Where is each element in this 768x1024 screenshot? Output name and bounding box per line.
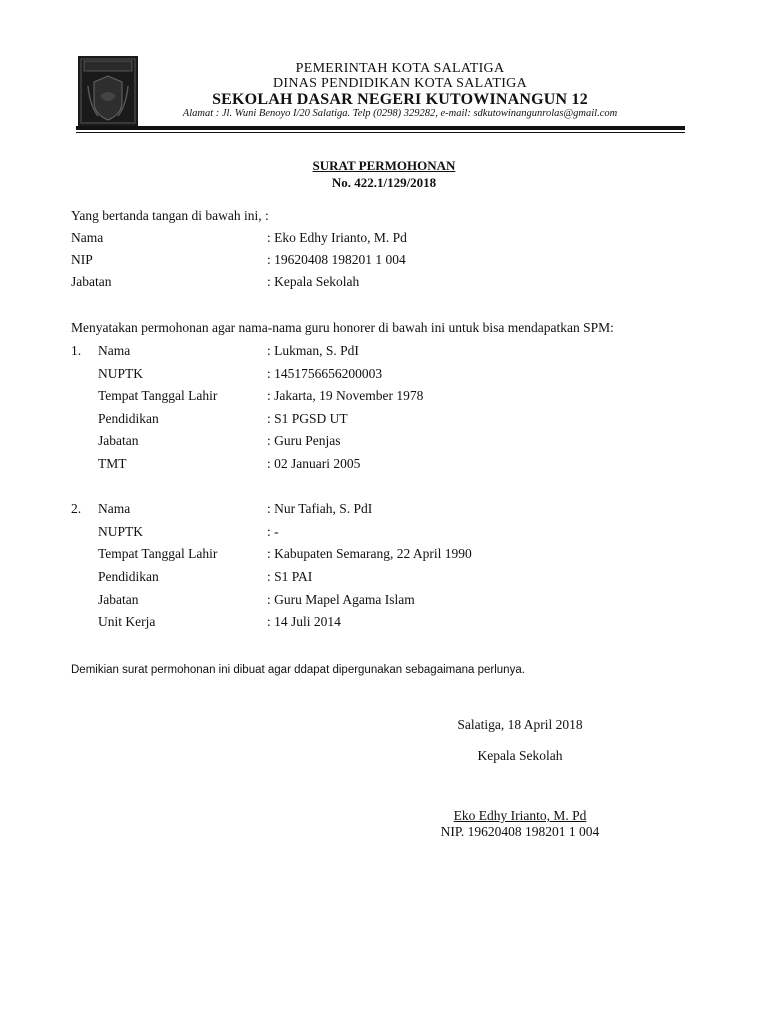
signer-nip-value: : 19620408 198201 1 004 [267, 252, 406, 267]
teacher-1-label: Jabatan [98, 433, 139, 448]
teacher-2-label: Jabatan [98, 592, 139, 607]
teacher-2-value: : Kabupaten Semarang, 22 April 1990 [267, 546, 472, 561]
letterhead-divider-thick [76, 126, 685, 130]
teacher-2-number: 2. [71, 501, 82, 516]
signature-position: Kepala Sekolah [477, 748, 563, 763]
teacher-2-label: Pendidikan [98, 569, 159, 584]
statement-text: Menyatakan permohonan agar nama-nama guru honorer di bawah ini untuk bisa mendapatkan SPM: [71, 320, 614, 335]
teacher-1-value: : 1451756656200003 [267, 366, 383, 381]
teacher-1-label: NUPTK [98, 366, 144, 381]
teacher-1-label: Nama [98, 343, 131, 358]
signer-position-value: : Kepala Sekolah [267, 274, 360, 289]
teacher-1-value: : Jakarta, 19 November 1978 [267, 388, 424, 403]
teacher-1-label: Pendidikan [98, 411, 159, 426]
letterhead-address: Alamat : Jl. Wuni Benoyo I/20 Salatiga. Telp (0298) 329282, e-mail: sdkutowinangunrolas@gmail.com [182, 108, 618, 119]
signature-place-date: Salatiga, 18 April 2018 [457, 717, 583, 732]
teacher-1-value: : S1 PGSD UT [267, 411, 348, 426]
teacher-2-value: : Nur Tafiah, S. PdI [267, 501, 373, 516]
closing-text: Demikian surat permohonan ini dibuat agar ddapat dipergunakan sebagaimana perlunya. [71, 664, 525, 676]
teacher-2-label: Tempat Tanggal Lahir [98, 546, 218, 561]
teacher-1-number: 1. [71, 343, 82, 358]
teacher-2-value: : S1 PAI [267, 569, 313, 584]
letterhead-government: PEMERINTAH KOTA SALATIGA [295, 61, 505, 76]
letterhead-divider-thin [76, 132, 685, 133]
signature-nip: NIP. 19620408 198201 1 004 [440, 824, 600, 839]
signature-name: Eko Edhy Irianto, M. Pd [453, 808, 587, 823]
teacher-1-value: : Guru Penjas [267, 433, 341, 448]
teacher-1-value: : 02 Januari 2005 [267, 456, 361, 471]
teacher-1-label: Tempat Tanggal Lahir [98, 388, 218, 403]
city-seal-logo [78, 56, 138, 126]
teacher-1-label: TMT [98, 456, 127, 471]
signer-name-label: Nama [71, 230, 104, 245]
signer-nip-label: NIP [71, 252, 93, 267]
letterhead-school-name: SEKOLAH DASAR NEGERI KUTOWINANGUN 12 [212, 91, 588, 108]
letterhead-department: DINAS PENDIDIKAN KOTA SALATIGA [272, 76, 528, 91]
teacher-2-value: : 14 Juli 2014 [267, 614, 341, 629]
teacher-2-label: Unit Kerja [98, 614, 156, 629]
signer-name-value: : Eko Edhy Irianto, M. Pd [267, 230, 407, 245]
teacher-2-label: NUPTK [98, 524, 144, 539]
teacher-2-value: : - [267, 524, 279, 539]
teacher-2-label: Nama [98, 501, 131, 516]
letter-number: No. 422.1/129/2018 [331, 175, 437, 190]
teacher-1-value: : Lukman, S. PdI [267, 343, 359, 358]
letter-title: SURAT PERMOHONAN [312, 158, 456, 173]
signer-position-label: Jabatan [71, 274, 112, 289]
intro-text: Yang bertanda tangan di bawah ini, : [71, 208, 269, 223]
teacher-2-value: : Guru Mapel Agama Islam [267, 592, 415, 607]
